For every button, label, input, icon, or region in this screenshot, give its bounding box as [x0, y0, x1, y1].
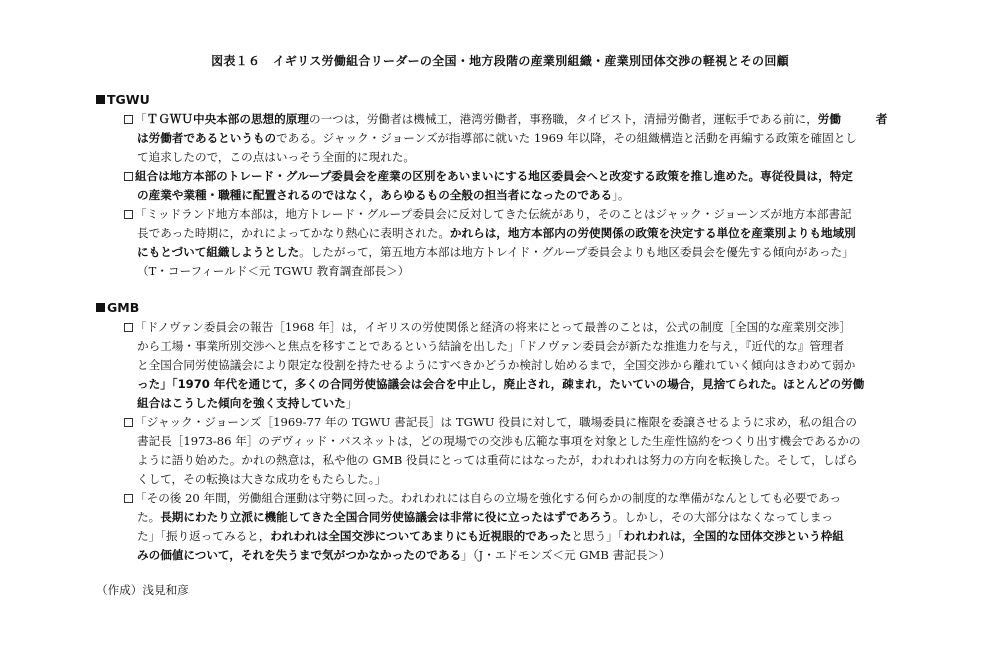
- text-line: [124, 129, 914, 148]
- emphasis-text: 組合はこうした傾向を強く支持していた: [137, 396, 346, 410]
- body-text: である。ジャック・ジョーンズが指導部に就いた 1969 年以降，その組織構造と活動を再編する政策を確固とし: [276, 131, 857, 145]
- emphasis-text: の産業や業種・職種に配置されるのではなく，あらゆるもの全般の担当者になったのである: [137, 188, 613, 202]
- text-line: [124, 224, 914, 243]
- body-text: と思う」「: [571, 529, 624, 543]
- body-text: 。しかし，その大部分はなくなってしまっ: [612, 510, 834, 524]
- body-text: た。: [137, 510, 161, 524]
- section-heading-tgwu: TGWU: [96, 92, 150, 107]
- body-text: 「ミッドランド地方本部は，地方トレード・グループ委員会に反対してきた伝統があり，そのことはジャック・ジョーンズが地方本部書記: [135, 207, 852, 221]
- body-text: 「その後 20 年間，労働組合運動は守勢に回った。われわれには自らの立場を強化する何らかの制度的な準備がなんとしても必要であっ: [135, 491, 842, 505]
- emphasis-text: 労働 者: [817, 112, 888, 126]
- body-text: て追求したので，この点はいっそう全面的に現れた。: [137, 150, 416, 164]
- text-line: [124, 413, 914, 432]
- text-line: [124, 432, 914, 451]
- text-line: [124, 262, 914, 281]
- body-text: 」。: [612, 188, 630, 202]
- checkbox-bullet-icon: [124, 494, 133, 503]
- text-line: [124, 186, 914, 205]
- body-text: と全国合同労使協議会により限定な役割を持たせるようにすべきかどうか検討し始めるまで，全国交渉から離れていく傾向はきわめて弱か: [137, 358, 856, 372]
- checkbox-bullet-icon: [124, 323, 133, 332]
- emphasis-text: にもとづいて組織しようとした: [137, 245, 300, 259]
- body-text: 」（J・エドモンズ＜元 GMB 書記長＞）: [461, 548, 671, 562]
- body-text: 長であった時期に，かれによってかなり熱心に表明された。: [137, 226, 450, 240]
- text-line: [124, 489, 914, 508]
- body-text: 」: [345, 396, 358, 410]
- emphasis-text: 長期にわたり立派に機能してきた全国合同労使協議会は非常に役に立ったはずであろう: [160, 510, 613, 524]
- text-line: [124, 527, 914, 546]
- square-bullet-icon: [96, 303, 105, 312]
- square-bullet-icon: [96, 95, 105, 104]
- emphasis-text: みの価値について，それを失うまで気がつかなかったのである: [137, 548, 462, 562]
- text-line: [124, 508, 914, 527]
- quote-item: [124, 167, 914, 205]
- body-text: から工場・事業所別交渉へと焦点を移すことであるという結論を出した」「ドノヴァン委員会が新たな推進力を与え，『近代的な』管理者: [137, 339, 845, 353]
- checkbox-bullet-icon: [124, 418, 133, 427]
- checkbox-bullet-icon: [124, 172, 133, 181]
- body-text: 「ジャック・ジョーンズ［1969-77 年の TGWU 書記長］は TGWU 役員に対して，職場委員に権限を委譲させるように求め，私の組合の: [135, 415, 857, 429]
- checkbox-bullet-icon: [124, 210, 133, 219]
- emphasis-text: 組合は地方本部のトレード・グループ委員会を産業の区別をあいまいにする地区委員会へと改変する政策を推し進めた。専従役員は，特定: [135, 169, 853, 183]
- text-line: [124, 337, 914, 356]
- body-text: くして，その転換は大きな成功をもたらした。」: [137, 472, 387, 486]
- body-text: 「: [135, 112, 147, 126]
- emphasis-text: われわれは全国交渉についてあまりにも近視眼的であった: [270, 529, 572, 543]
- text-line: [124, 243, 914, 262]
- checkbox-bullet-icon: [124, 115, 133, 124]
- text-line: [124, 356, 914, 375]
- text-line: [124, 167, 914, 186]
- text-line: [124, 148, 914, 167]
- quote-item: [124, 110, 914, 167]
- text-line: [124, 110, 914, 129]
- text-line: [124, 470, 914, 489]
- body-text: （T・コーフィールド＜元 TGWU 教育調査部長＞）: [137, 264, 410, 278]
- quote-item: [124, 413, 914, 489]
- emphasis-text: かれらは，地方本部内の労使関係の政策を決定する単位を産業別よりも地域別: [449, 226, 856, 240]
- emphasis-text: ＴＧＷＵ中央本部の思想的原理: [146, 112, 309, 126]
- emphasis-text: った」「1970 年代を通じて，多くの合同労使協議会は会合を中止し，廃止され，疎まれ，たいていの場合，見捨てられた。ほとんどの労働: [137, 377, 865, 391]
- text-line: [124, 394, 914, 413]
- author-credit: （作成）浅見和彦: [96, 583, 189, 597]
- quote-item: [124, 205, 914, 281]
- text-line: [124, 546, 914, 565]
- body-text: の一つは，労働者は機械工，港湾労働者，事務職，タイピスト，清掃労働者，運転手である前に，: [308, 112, 818, 126]
- emphasis-text: われわれは，全国的な団体交渉という枠組: [623, 529, 844, 543]
- quote-item: [124, 489, 914, 565]
- text-line: [124, 205, 914, 224]
- figure-title: 図表１６ イギリス労働組合リーダーの全国・地方段階の産業別組織・産業別団体交渉の軽視とその回顧: [211, 54, 789, 68]
- body-text: 。したがって，第五地方本部は地方トレイド・グループ委員会よりも地区委員会を優先する傾向があった」: [299, 245, 854, 259]
- section-heading-gmb: GMB: [96, 300, 139, 315]
- body-text: ように語り始めた。かれの熱意は，私や他の GMB 役員にとっては重荷にはなったが，われわれは努力の方向を転換した。そして，しばら: [137, 453, 858, 467]
- body-text: 「ドノヴァン委員会の報告［1968 年］は，イギリスの労使関係と経済の将来にとって最善のことは，公式の制度［全国的な産業別交渉］: [135, 320, 851, 334]
- body-text: 書記長［1973-86 年］のデヴィッド・バスネットは，どの現場での交渉も広範な事項を対象とした生産性協約をつくり出す機会であるかの: [137, 434, 861, 448]
- text-line: [124, 451, 914, 470]
- quote-item: [124, 318, 914, 413]
- text-line: [124, 318, 914, 337]
- emphasis-text: は労働者であるというもの: [137, 131, 277, 145]
- text-line: [124, 375, 914, 394]
- body-text: た」「振り返ってみると，: [137, 529, 271, 543]
